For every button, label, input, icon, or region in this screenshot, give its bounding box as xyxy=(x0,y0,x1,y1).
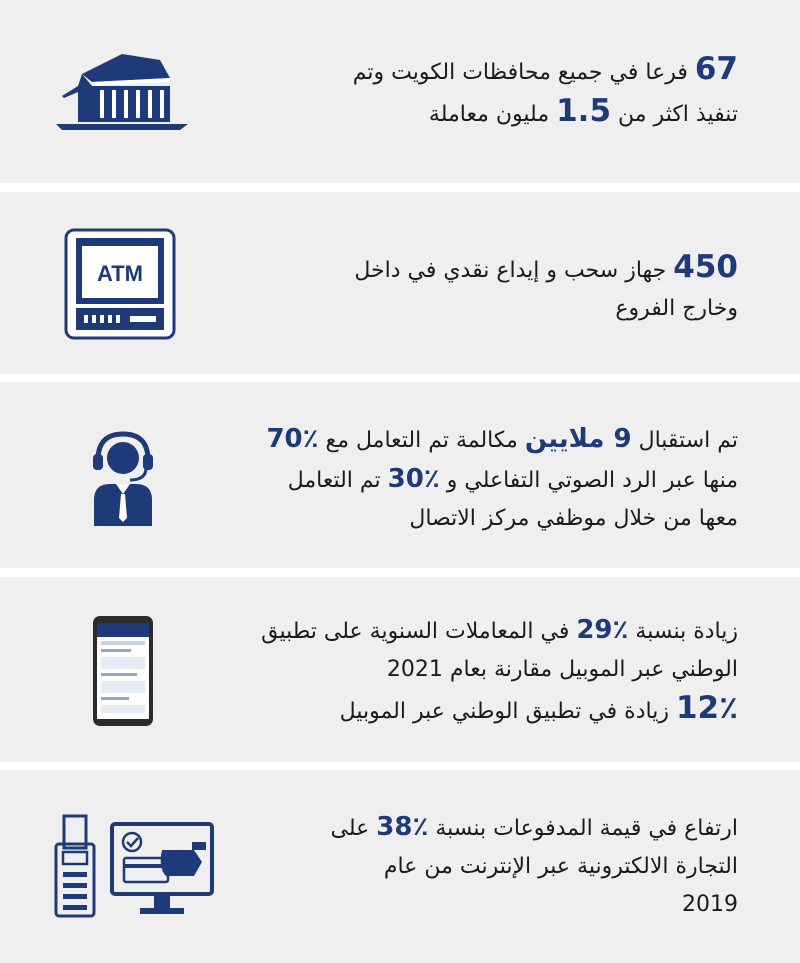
bank-branch-icon xyxy=(52,52,192,136)
payments-line3: 2019 xyxy=(682,892,738,917)
mobile-line2: الوطني عبر الموبيل مقارنة بعام 2021 xyxy=(386,657,738,682)
branches-text xyxy=(353,50,738,134)
atm-line1: 450 جهاز سحب و إيداع نقدي في داخل xyxy=(354,249,738,285)
branches-line2: تنفيذ اكثر من 1.5 مليون معاملة xyxy=(428,93,738,129)
atm-label: ATM xyxy=(96,261,144,286)
mobile-text xyxy=(261,611,738,731)
payments-text xyxy=(331,808,738,924)
mobile-line3: 12٪ زيادة في تطبيق الوطني عبر الموبيل xyxy=(339,690,738,726)
mobile-phone-icon xyxy=(92,615,154,731)
calls-line2: منها عبر الرد الصوتي التفاعلي و 30٪ تم التعامل xyxy=(287,464,738,494)
stat-panel-atm xyxy=(0,192,800,374)
call-center-agent-icon xyxy=(88,428,158,532)
calls-line3: معها من خلال موظفي مركز الاتصال xyxy=(409,506,738,531)
stat-panel-branches xyxy=(0,0,800,183)
atm-line2: وخارج الفروع xyxy=(615,296,738,321)
stat-panel-calls xyxy=(0,382,800,568)
payments-line2: التجارة الالكترونية عبر الإنترنت من عام xyxy=(383,854,738,879)
payments-line1: ارتفاع في قيمة المدفوعات بنسبة 38٪ على xyxy=(330,812,738,842)
atm-text xyxy=(354,248,738,328)
branches-line1: 67 فرعا في جميع محافظات الكويت وتم xyxy=(352,51,738,87)
online-payment-icon xyxy=(54,814,214,922)
stat-panel-mobile xyxy=(0,577,800,762)
calls-line1: تم استقبال 9 ملايين مكالمة تم التعامل مع 70٪ xyxy=(266,424,738,454)
mobile-line1: زيادة بنسبة 29٪ في المعاملات السنوية على تطبيق xyxy=(261,615,738,645)
stat-panel-payments xyxy=(0,770,800,963)
atm-icon xyxy=(64,228,176,344)
calls-text xyxy=(266,420,738,538)
